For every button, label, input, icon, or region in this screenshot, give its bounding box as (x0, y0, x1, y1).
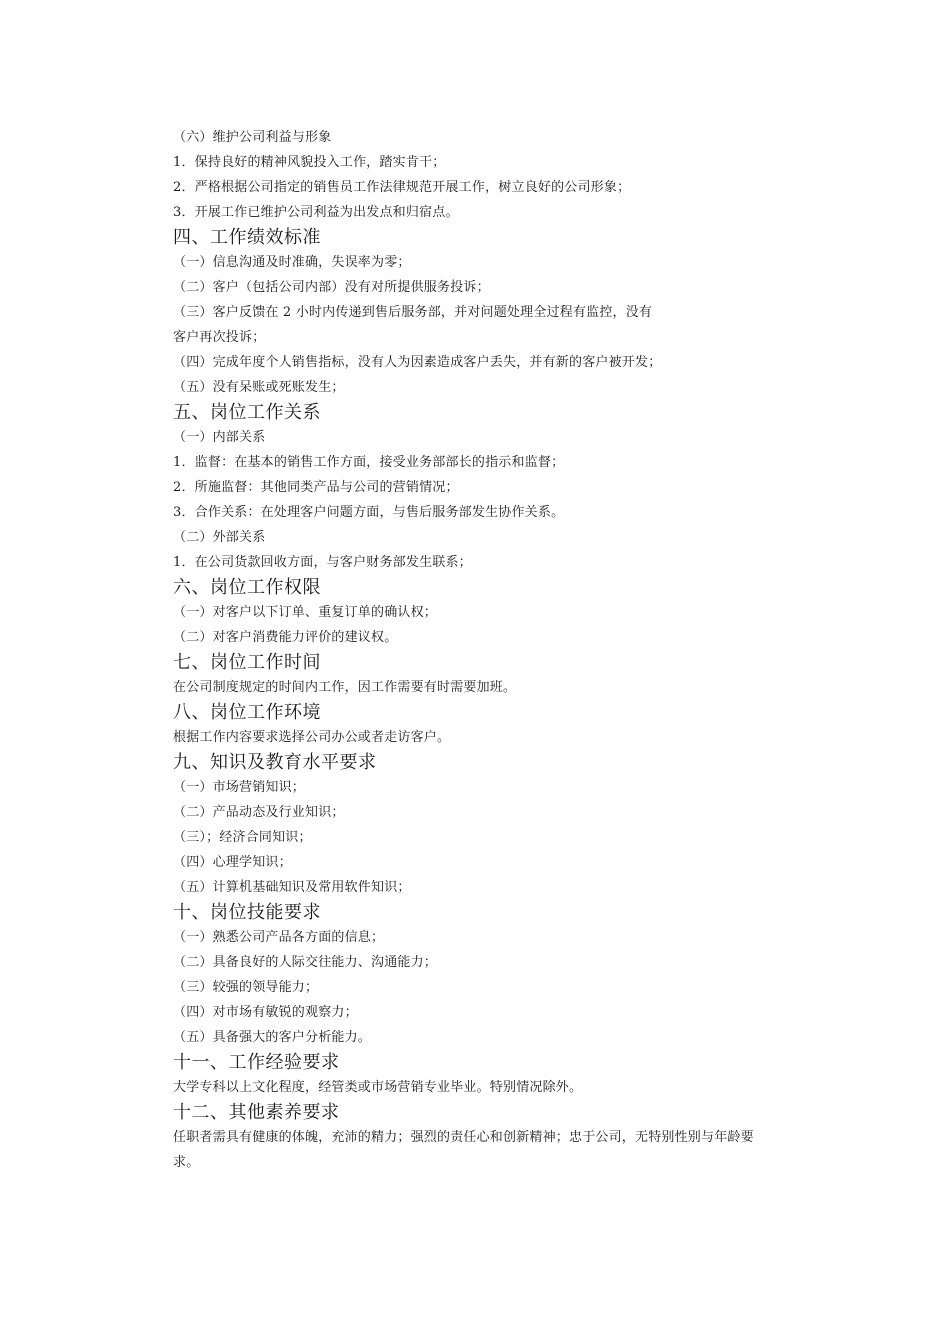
text-line: 客户再次投诉； (173, 330, 266, 345)
section-heading: 七、岗位工作时间 (173, 652, 321, 673)
text-line: （二）对客户消费能力评价的建议权。 (173, 630, 398, 645)
text-line: 1．保持良好的精神风貌投入工作，踏实肯干； (173, 155, 446, 170)
text-line: （一）信息沟通及时准确，失误率为零； (173, 255, 411, 270)
text-line: （四）对市场有敏锐的观察力； (173, 1005, 358, 1020)
text-line: 任职者需具有健康的体魄，充沛的精力；强烈的责任心和创新精神；忠于公司，无特别性别与年龄要 (173, 1130, 754, 1145)
section-heading: 八、岗位工作环境 (173, 702, 321, 723)
section-heading: 十、岗位技能要求 (173, 902, 321, 923)
text-line: 求。 (173, 1155, 200, 1170)
text-line: （一）对客户以下订单、重复订单的确认权； (173, 605, 438, 620)
text-line: （三）；经济合同知识； (173, 830, 312, 845)
section-heading: 五、岗位工作关系 (173, 402, 321, 423)
text-line: （六）维护公司利益与形象 (173, 130, 332, 145)
text-line: 在公司制度规定的时间内工作，因工作需要有时需要加班。 (173, 680, 517, 695)
text-line: （四）心理学知识； (173, 855, 292, 870)
text-line: （一）熟悉公司产品各方面的信息； (173, 930, 385, 945)
text-line: （三）较强的领导能力； (173, 980, 319, 995)
text-line: （二）具备良好的人际交往能力、沟通能力； (173, 955, 438, 970)
text-line: 1．监督：在基本的销售工作方面，接受业务部部长的指示和监督； (173, 455, 565, 470)
text-line: 3．开展工作已维护公司利益为出发点和归宿点。 (173, 205, 459, 220)
text-line: （一）市场营销知识； (173, 780, 306, 795)
section-heading: 十二、其他素养要求 (173, 1102, 340, 1123)
section-heading: 十一、工作经验要求 (173, 1052, 340, 1073)
text-line: 大学专科以上文化程度，经管类或市场营销专业毕业。特别情况除外。 (173, 1080, 583, 1095)
text-line: （一）内部关系 (173, 430, 266, 445)
text-line: （三）客户反馈在 2 小时内传递到售后服务部，并对问题处理全过程有监控，没有 (173, 305, 653, 320)
text-line: （二）外部关系 (173, 530, 266, 545)
text-line: （五）没有呆账或死账发生； (173, 380, 345, 395)
text-line: 2．所施监督：其他同类产品与公司的营销情况； (173, 480, 459, 495)
text-line: 1．在公司货款回收方面，与客户财务部发生联系； (173, 555, 472, 570)
section-heading: 九、知识及教育水平要求 (173, 752, 377, 773)
text-line: （五）计算机基础知识及常用软件知识； (173, 880, 411, 895)
text-line: 根据工作内容要求选择公司办公或者走访客户。 (173, 730, 451, 745)
section-heading: 四、工作绩效标准 (173, 227, 321, 248)
text-line: 3．合作关系：在处理客户问题方面，与售后服务部发生协作关系。 (173, 505, 565, 520)
text-line: 2．严格根据公司指定的销售员工作法律规范开展工作，树立良好的公司形象； (173, 180, 631, 195)
section-heading: 六、岗位工作权限 (173, 577, 321, 598)
text-line: （五）具备强大的客户分析能力。 (173, 1030, 372, 1045)
text-line: （四）完成年度个人销售指标，没有人为因素造成客户丢失，并有新的客户被开发； (173, 355, 662, 370)
document-page (173, 125, 823, 1175)
text-line: （二）产品动态及行业知识； (173, 805, 345, 820)
text-line: （二）客户（包括公司内部）没有对所提供服务投诉； (173, 280, 490, 295)
